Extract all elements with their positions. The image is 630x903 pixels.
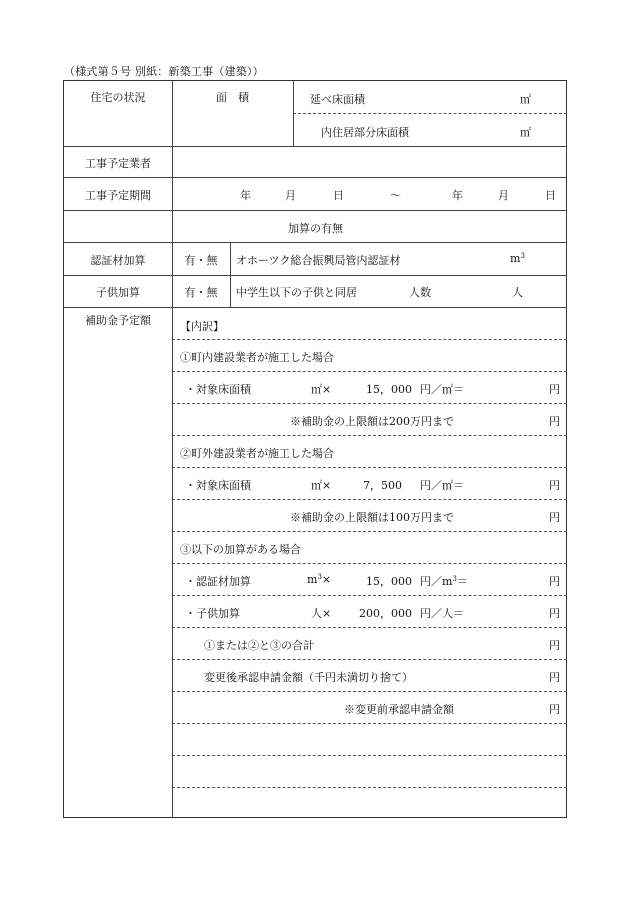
case2-title: ②町外建設業者が施工した場合 (180, 447, 334, 460)
row-divider (64, 242, 567, 243)
case2-cap-yen: 円 (549, 511, 560, 524)
dashed-separator (172, 403, 567, 404)
dashed-separator (172, 595, 567, 596)
row-divider (64, 210, 567, 211)
child-addon-label: 子供加算 (96, 286, 140, 299)
residential-floor-area-label: 内住居部分床面積 (321, 126, 409, 139)
dashed-separator (172, 563, 567, 564)
period-start-month: 月 (285, 189, 296, 202)
dashed-separator (172, 499, 567, 500)
period-end-year: 年 (452, 189, 463, 202)
case1-unit: ㎡× (311, 383, 332, 396)
dashed-separator (172, 755, 567, 756)
area-label: 面 積 (216, 91, 249, 104)
case3-child-rate: 200，000 (359, 607, 412, 620)
addon-header: 加算の有無 (288, 222, 343, 235)
child-unit: 人 (512, 286, 523, 299)
cert-unit: $m^3$ (510, 252, 525, 265)
cert-addon-label: 認証材加算 (90, 254, 146, 267)
row-divider (64, 307, 567, 308)
changed-amount-label: 変更後承認申請金額（千円未満切り捨て） (204, 671, 413, 684)
case3-child-label: ・子供加算 (185, 607, 240, 620)
changed-amount-yen: 円 (549, 671, 560, 684)
case1-rate: 15，000 (366, 383, 412, 396)
case3-child-yen: 円 (549, 607, 560, 620)
case2-unit: ㎡× (311, 479, 332, 492)
case1-per: 円／㎡＝ (420, 383, 464, 396)
child-description: 中学生以下の子供と同居 (236, 286, 357, 299)
dashed-separator (172, 531, 567, 532)
total-floor-area-input[interactable] (404, 85, 514, 109)
dashed-separator (172, 435, 567, 436)
case2-yen: 円 (549, 479, 560, 492)
dashed-separator (172, 467, 567, 468)
period-end-day: 日 (545, 189, 556, 202)
case2-per: 円／㎡＝ (420, 479, 464, 492)
row-divider (64, 275, 567, 276)
case1-cap: ※補助金の上限額は200万円まで (290, 415, 454, 428)
residential-floor-area-input[interactable] (424, 118, 514, 142)
child-yes-no-toggle[interactable]: 有・無 (184, 286, 218, 299)
period-start-year: 年 (240, 189, 251, 202)
period-end-month: 月 (498, 189, 509, 202)
before-amount-label: ※変更前承認申請金額 (344, 703, 454, 716)
cert-description: オホーツク総合振興局管内認証材 (236, 254, 401, 267)
dashed-separator (172, 659, 567, 660)
dashed-separator (172, 627, 567, 628)
case1-yen: 円 (549, 383, 560, 396)
case3-child-per: 円／人＝ (420, 607, 464, 620)
case3-cert-per: 円$/m^3=$ (420, 575, 468, 588)
dashed-separator (172, 787, 567, 788)
cert-yes-no-toggle[interactable]: 有・無 (184, 254, 218, 267)
dashed-separator (172, 723, 567, 724)
period-label: 工事予定期間 (85, 189, 151, 202)
case3-child-unit: 人× (311, 607, 332, 620)
before-amount-yen: 円 (549, 703, 560, 716)
row-divider (64, 146, 567, 147)
case2-area-label: ・対象床面積 (185, 479, 251, 492)
residential-floor-area-unit: ㎡ (520, 126, 531, 139)
dashed-separator (293, 113, 567, 114)
case3-title: ③以下の加算がある場合 (180, 543, 301, 556)
subsidy-label: 補助金予定額 (85, 314, 151, 327)
housing-status-label: 住宅の状況 (90, 91, 146, 104)
dashed-separator (172, 371, 567, 372)
row-divider (64, 177, 567, 178)
period-tilde: ～ (390, 189, 401, 202)
case3-cert-yen: 円 (549, 575, 560, 588)
form-heading: （様式第５号 別紙：新築工事（建築）） (64, 65, 264, 78)
case2-cap: ※補助金の上限額は100万円まで (290, 511, 454, 524)
case1-cap-yen: 円 (549, 415, 560, 428)
col-divider-main (172, 81, 173, 818)
contractor-input[interactable] (176, 149, 564, 175)
case1-area-label: ・対象床面積 (185, 383, 251, 396)
case2-rate: 7，500 (363, 479, 402, 492)
breakdown-label: 【内訳】 (180, 320, 224, 333)
application-form-table (63, 80, 567, 818)
case3-cert-rate: 15，000 (366, 575, 412, 588)
dashed-separator (172, 339, 567, 340)
period-start-day: 日 (333, 189, 344, 202)
dashed-separator (172, 691, 567, 692)
case3-cert-unit: $m^3\times$ (307, 573, 332, 586)
case3-cert-label: ・認証材加算 (185, 575, 251, 588)
total-label: ①または②と③の合計 (204, 639, 314, 652)
contractor-label: 工事予定業者 (85, 157, 151, 170)
total-floor-area-unit: ㎡ (520, 93, 531, 106)
total-yen: 円 (549, 639, 560, 652)
child-count-label: 人数 (409, 286, 431, 299)
total-floor-area-label: 延べ床面積 (310, 93, 365, 106)
case1-title: ①町内建設業者が施工した場合 (180, 351, 334, 364)
